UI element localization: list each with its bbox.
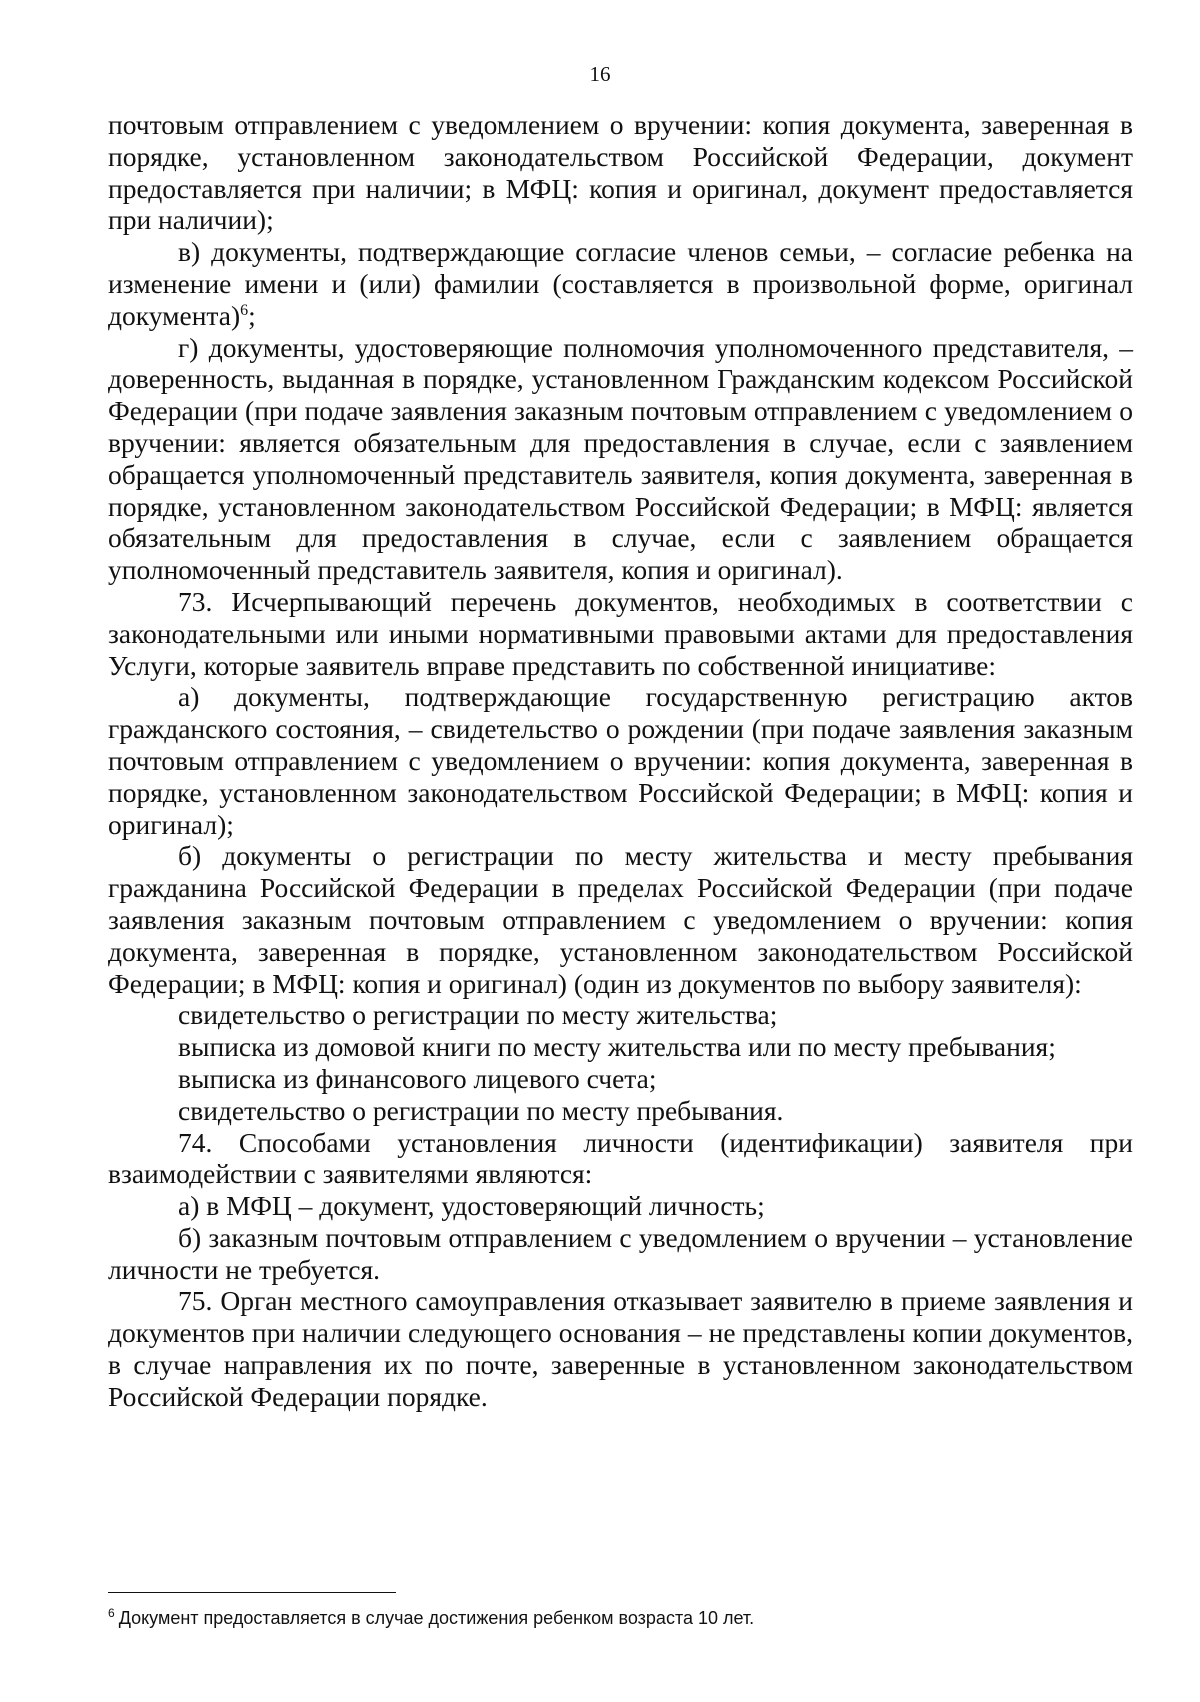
paragraph-75: 75. Орган местного самоуправления отказывает заявителю в приеме заявления и документов при наличии следующего основания – не представлены копии документов, в случае направления их по почте, заверенные в установленном законодательством Российской Федерации порядке.	[108, 1285, 1133, 1412]
page-number: 16	[589, 62, 611, 86]
footnote-text: Документ предоставляется в случае достижения ребенком возраста 10 лет.	[118, 1608, 755, 1628]
list-item: выписка из домовой книги по месту жительства или по месту пребывания;	[178, 1031, 1056, 1063]
list-item: свидетельство о регистрации по месту жительства;	[178, 999, 778, 1031]
paragraph-74-item-a: а) в МФЦ – документ, удостоверяющий личность;	[178, 1190, 765, 1222]
paragraph-item-a: а) документы, подтверждающие государственную регистрацию актов гражданского состояния, – свидетельство о рождении (при подаче заявления заказным почтовым отправлением с уведомлением о вручении: копия документа, заверенная в порядке, установленном законодательством Российской Федерации; в МФЦ: копия и оригинал);	[108, 681, 1133, 840]
document-body	[108, 109, 1133, 1413]
paragraph-item-v	[108, 236, 1133, 331]
list-item: выписка из финансового лицевого счета;	[178, 1062, 657, 1094]
list-item: свидетельство о регистрации по месту пребывания.	[178, 1094, 784, 1126]
footnote-reference-suffix: ;	[248, 299, 256, 331]
paragraph-74-item-b: б) заказным почтовым отправлением с уведомлением о вручении – установление личности не требуется.	[108, 1221, 1133, 1285]
paragraph-74: 74. Способами установления личности (идентификации) заявителя при взаимодействии с заявителями являются:	[108, 1126, 1133, 1190]
footnote	[108, 1606, 1108, 1630]
paragraph-item-v-text: в) документы, подтверждающие согласие членов семьи, – согласие ребенка на изменение имени и (или) фамилии (составляется в произвольной форме, оригинал документа)	[108, 236, 1133, 331]
paragraph-item-b: б) документы о регистрации по месту жительства и месту пребывания гражданина Российской Федерации в пределах Российской Федерации (при подаче заявления заказным почтовым отправлением с уведомлением о вручении: копия документа, заверенная в порядке, установленном законодательством Российской Федерации; в МФЦ: копия и оригинал) (один из документов по выбору заявителя):	[108, 840, 1133, 999]
paragraph-item-g: г) документы, удостоверяющие полномочия уполномоченного представителя, – доверенность, выданная в порядке, установленном Гражданским кодексом Российской Федерации (при подаче заявления заказным почтовым отправлением с уведомлением о вручении: является обязательным для предоставления в случае, если с заявлением обращается уполномоченный представитель заявителя, копия документа, заверенная в порядке, установленном законодательством Российской Федерации; в МФЦ: является обязательным для предоставления в случае, если с заявлением обращается уполномоченный представитель заявителя, копия и оригинал).	[108, 331, 1133, 586]
footnote-reference[interactable]: 6	[240, 301, 249, 319]
footnote-divider	[108, 1592, 396, 1593]
paragraph-73: 73. Исчерпывающий перечень документов, необходимых в соответствии с законодательными или иными нормативными правовыми актами для предоставления Услуги, которые заявитель вправе представить по собственной инициативе:	[108, 585, 1133, 681]
paragraph-continuation: почтовым отправлением с уведомлением о вручении: копия документа, заверенная в порядке, установленном законодательством Российской Федерации, документ предоставляется при наличии; в МФЦ: копия и оригинал, документ предоставляется при наличии);	[108, 109, 1133, 236]
footnote-mark: 6	[108, 1606, 115, 1620]
